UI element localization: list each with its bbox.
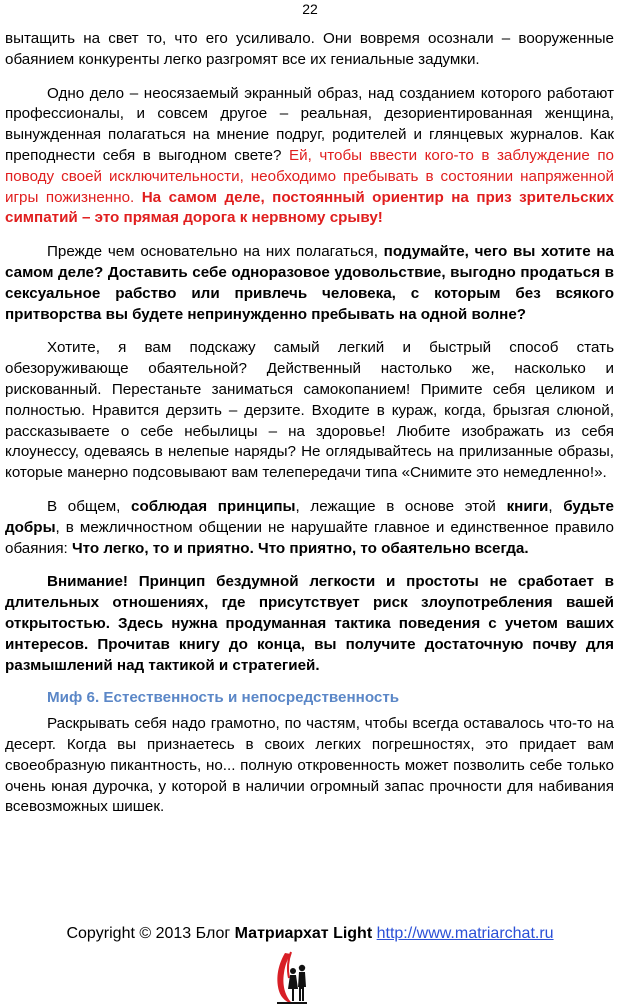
paragraph-5-text-3: , xyxy=(548,497,564,515)
blog-brand-name: Матриархат Light xyxy=(234,925,373,942)
matriarchat-logo-icon xyxy=(271,951,311,1005)
document-body xyxy=(5,29,614,818)
paragraph-5-bold-2: книги xyxy=(506,497,549,515)
paragraph-2-red-text: Ей, чтобы ввести кого-то в заблуждение по поводу своей исключительности, необходимо пребывать в состоянии напряженной игры пожизненно. xyxy=(5,146,614,206)
paragraph-5-text-4: , в межличностном общении не нарушайте главное и единственное правило обаяния: xyxy=(5,518,614,557)
paragraph-5-bold-1: соблюдая принципы xyxy=(131,497,296,515)
paragraph-5-text-1: В общем, xyxy=(47,497,131,515)
paragraph-5-bold-4: Что легко, то и приятно. Что приятно, то обаятельно всегда. xyxy=(72,539,529,557)
paragraph-3-bold-text: подумайте, чего вы хотите на самом деле? Доставить себе одноразовое удовольствие, выгодно продаться в сексуальное рабство или привлечь человека, с которым без всякого притворства вы будете непринужденно пребывать на одной волне? xyxy=(5,243,614,323)
paragraph-2-red-bold-text: На самом деле, постоянный ориентир на приз зрительских симпатий – это прямая дорога к нервному срыву! xyxy=(5,188,614,227)
paragraph-1: вытащить на свет то, что его усиливало. Они вовремя осознали – вооруженные обаянием конкуренты легко разгромят все их гениальные задумки. xyxy=(5,30,614,68)
paragraph-7: Раскрывать себя надо грамотно, по частям, чтобы всегда оставалось что-то на десерт. Когда вы признаетесь в своих легких погрешностях, это придает вам своеобразную пикантность, но... полную откровенность может позволить себе только очень юная дурочка, у которой в наличии огромный запас прочности для набивания всевозможных шишек. xyxy=(5,715,614,816)
copyright-text: Copyright © 2013 Блог xyxy=(66,925,235,942)
page-number: 22 xyxy=(302,1,318,17)
paragraph-5 xyxy=(5,497,614,559)
paragraph-3 xyxy=(5,242,614,325)
paragraph-6-bold-text: Внимание! Принцип бездумной легкости и простоты не сработает в длительных отношениях, где присутствует риск злоупотребления вашей открытостью. Здесь нужна продуманная тактика поведения с учетом ваших интересов. Прочитав книгу до конца, вы получите достаточную почву для размышлений над тактикой и стратегией. xyxy=(5,573,614,674)
paragraph-2-text: Одно дело – неосязаемый экранный образ, над созданием которого работают профессионалы, и совсем другое – реальная, дезориентированная женщина, вынужденная полагаться на мнение подруг, родителей и глянцевых журналов. Как преподнести себя в выгодном свете? xyxy=(5,84,614,164)
paragraph-3-text: Прежде чем основательно на них полагаться, xyxy=(47,243,384,261)
paragraph-5-bold-3: будьте добры xyxy=(5,497,614,536)
paragraph-5-text-2: , лежащие в основе этой xyxy=(295,497,507,515)
paragraph-4: Хотите, я вам подскажу самый легкий и быстрый способ стать обезоруживающе обаятельной? Действенный настолько же, насколько и рискованный. Перестаньте заниматься самокопанием! Примите себя целиком и полностью. Нравится дерзить – дерзите. Входите в кураж, когда, брызгая слюной, рассказываете о себе небылицы – на здоровье! Любите изображать из себя клоунессу, одеваясь в нелепые наряды? Не оглядывайтесь на прилизанные образы, которые манерно подсовывают вам телепередачи типа «Снимите это немедленно!». xyxy=(5,339,614,482)
blog-link[interactable]: http://www.matriarchat.ru xyxy=(376,925,554,942)
paragraph-2 xyxy=(5,84,614,230)
footer xyxy=(0,925,620,943)
paragraph-6 xyxy=(5,572,614,676)
section-heading: Миф 6. Естественность и непосредственность xyxy=(47,689,400,707)
